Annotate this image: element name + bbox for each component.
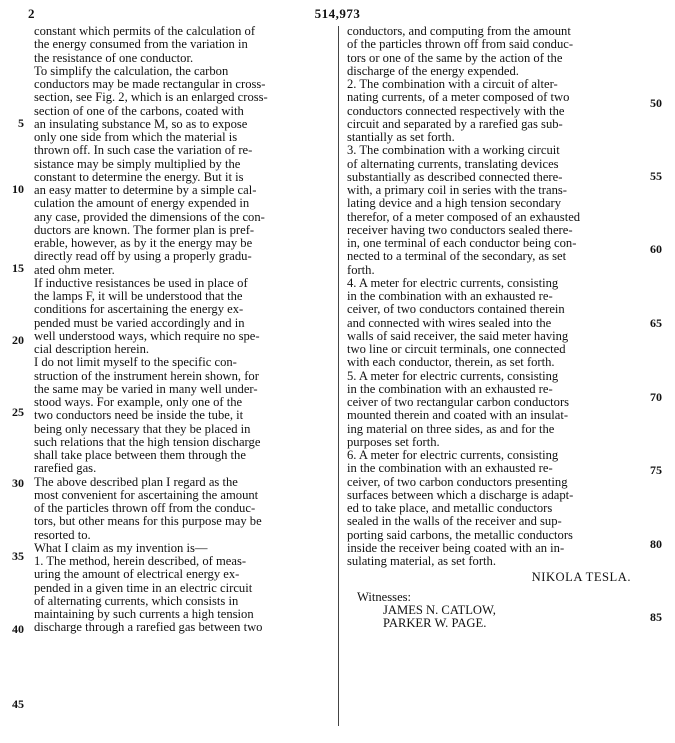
text-line: discharge through a rarefied gas between two [34, 621, 263, 635]
text-line: rarefied gas. [34, 462, 97, 476]
text-line: thrown off. In such case the variation of re- [34, 144, 253, 158]
text-line: section of one of the carbons, coated with [34, 104, 244, 118]
text-line: of alternating currents, translating devices [347, 157, 559, 171]
text-line: lating device and a high tension secondary [347, 197, 562, 211]
text-line: mounted therein and coated with an insulat- [347, 409, 569, 423]
text-line: 6. A meter for electric currents, consisting [347, 449, 559, 462]
text-line: ceiver, of two conductors contained therein [347, 303, 565, 317]
line-number: 60 [650, 242, 662, 256]
text-line: therefor, of a meter composed of an exhausted [347, 210, 581, 224]
line-number: 15 [12, 261, 24, 275]
left-column [34, 25, 334, 635]
text-line: sealed in the walls of the receiver and sup- [347, 515, 562, 529]
text-line: 1. The method, herein described, of meas- [34, 555, 247, 568]
text-line: ed to take place, and metallic conductors [347, 502, 553, 515]
line-number: 40 [12, 622, 24, 636]
text-line: of the particles thrown off from said conduc- [347, 38, 574, 52]
text-line: pended in a given time in an electric circuit [34, 581, 253, 595]
text-line: in the combination with an exhausted re- [347, 382, 553, 396]
line-number: 10 [12, 182, 24, 196]
text-line: 2. The combination with a circuit of alter- [347, 78, 558, 91]
text-line: cial description herein. [34, 343, 150, 356]
witnesses-heading: Witnesses: [357, 589, 412, 604]
line-number: 70 [650, 390, 662, 404]
text-line: pended must be varied accordingly and in [34, 316, 245, 330]
text-line: being only necessary that they be placed in [34, 422, 251, 436]
inventor-signature: NIKOLA TESLA. [531, 570, 631, 585]
line-number: 85 [650, 610, 662, 624]
line-number: 50 [650, 96, 662, 110]
text-line: section, see Fig. 2, which is an enlarged cross- [34, 91, 268, 105]
text-line: erable, however, as by it the energy may be [34, 237, 253, 250]
text-line: ceiver of two rectangular carbon conductors [347, 396, 570, 409]
line-number: 5 [18, 116, 24, 130]
text-line: in the combination with an exhausted re- [347, 290, 553, 303]
line-number: 20 [12, 333, 24, 347]
text-line: purposes set forth. [347, 435, 440, 449]
text-line: I do not limit myself to the specific con- [34, 356, 237, 370]
line-number: 65 [650, 316, 662, 330]
text-line: shall take place between them through the [34, 449, 246, 462]
page-number: 2 [28, 6, 35, 21]
text-line: stantially as set forth. [347, 131, 455, 144]
text-line: two line or circuit terminals, one connected [347, 343, 566, 356]
text-line: the lamps F, it will be understood that the [34, 290, 243, 303]
text-line: the resistance of one conductor. [34, 51, 194, 65]
text-line: substantially as described connected there- [347, 170, 563, 184]
text-line: the same may be varied in many well under- [34, 382, 258, 396]
text-line: porting said carbons, the metallic conductors [347, 528, 573, 542]
line-number: 25 [12, 405, 24, 419]
text-line: struction of the instrument herein shown, for [34, 369, 259, 383]
text-line: 4. A meter for electric currents, consisting [347, 276, 559, 290]
text-line: any case, provided the dimensions of the con- [34, 210, 265, 224]
text-line: tors or one of the same by the action of the [347, 51, 563, 65]
text-line: an insulating substance M, so as to expose [34, 117, 248, 131]
text-line: If inductive resistances be used in place of [34, 276, 248, 290]
text-line: circuit and separated by a rarefied gas sub- [347, 117, 563, 131]
text-line: 3. The combination with a working circuit [347, 144, 560, 158]
text-line: and connected with wires sealed into the [347, 316, 552, 330]
text-line: of alternating currents, which consists in [34, 594, 239, 608]
text-line: well understood ways, which require no spe- [34, 329, 260, 343]
text-line: ceiver, of two carbon conductors presenting [347, 475, 568, 489]
text-line: constant which permits of the calculation of [34, 25, 256, 38]
line-number: 30 [12, 476, 24, 490]
text-line: surfaces between which a discharge is adapt- [347, 488, 574, 502]
text-line: ing material on three sides, as and for the [347, 422, 555, 436]
line-number: 80 [650, 537, 662, 551]
text-line: two conductors need be inside the tube, it [34, 409, 244, 423]
text-line: forth. [347, 263, 375, 277]
text-line: conductors, and computing from the amount [347, 25, 571, 38]
text-line: nating currents, of a meter composed of two [347, 91, 570, 105]
column-divider [338, 26, 339, 726]
text-line: constant to determine the energy. But it is [34, 170, 244, 184]
text-line: inside the receiver being coated with an in- [347, 541, 565, 555]
patent-number: 514,973 [314, 6, 361, 21]
witness-name: JAMES N. CATLOW, [383, 602, 496, 617]
text-line: in, one terminal of each conductor being con- [347, 237, 577, 250]
text-line: discharge of the energy expended. [347, 64, 519, 78]
right-column [347, 25, 643, 630]
witness-name: PARKER W. PAGE. [383, 616, 487, 630]
text-line: What I claim as my invention is— [34, 541, 208, 555]
text-line: culation the amount of energy expended in [34, 197, 250, 211]
text-line: 5. A meter for electric currents, consisting [347, 369, 559, 383]
line-number: 55 [650, 169, 662, 183]
text-line: nected to a terminal of the secondary, as set [347, 250, 567, 264]
text-line: such relations that the high tension discharge [34, 435, 261, 449]
text-line: maintaining by such currents a high tension [34, 608, 254, 621]
line-number: 35 [12, 549, 24, 563]
text-line: ated ohm meter. [34, 263, 115, 277]
text-line: in the combination with an exhausted re- [347, 462, 553, 476]
text-line: The above described plan I regard as the [34, 475, 238, 489]
text-line: conductors may be made rectangular in cross- [34, 78, 266, 91]
text-line: stood ways. For example, only one of the [34, 396, 243, 409]
text-line: the energy consumed from the variation in [34, 38, 248, 52]
line-number: 45 [12, 697, 24, 711]
text-line: most convenient for ascertaining the amount [34, 488, 259, 502]
text-line: directly read off by using a properly gradu- [34, 250, 252, 264]
text-line: only one side from which the material is [34, 131, 238, 144]
text-line: of the particles thrown off from the conduc- [34, 502, 256, 515]
text-line: receiver having two conductors sealed there- [347, 223, 573, 237]
text-line: resorted to. [34, 528, 91, 542]
text-line: with, a primary coil in series with the trans- [347, 184, 567, 197]
text-line: walls of said receiver, the said meter having [347, 329, 569, 343]
text-line: uring the amount of electrical energy ex- [34, 568, 240, 582]
line-number: 75 [650, 463, 662, 477]
text-line: ductors are known. The former plan is pref- [34, 223, 255, 237]
text-line: conductors connected respectively with the [347, 104, 565, 118]
text-line: an easy matter to determine by a simple cal- [34, 184, 257, 197]
text-line: To simplify the calculation, the carbon [34, 64, 229, 78]
text-line: conditions for ascertaining the energy ex- [34, 303, 244, 317]
text-line: sistance may be simply multiplied by the [34, 157, 241, 171]
text-line: tors, but other means for this purpose may be [34, 515, 262, 529]
text-line: sulating material, as set forth. [347, 555, 496, 568]
text-line: with each conductor, therein, as set forth. [347, 356, 555, 370]
